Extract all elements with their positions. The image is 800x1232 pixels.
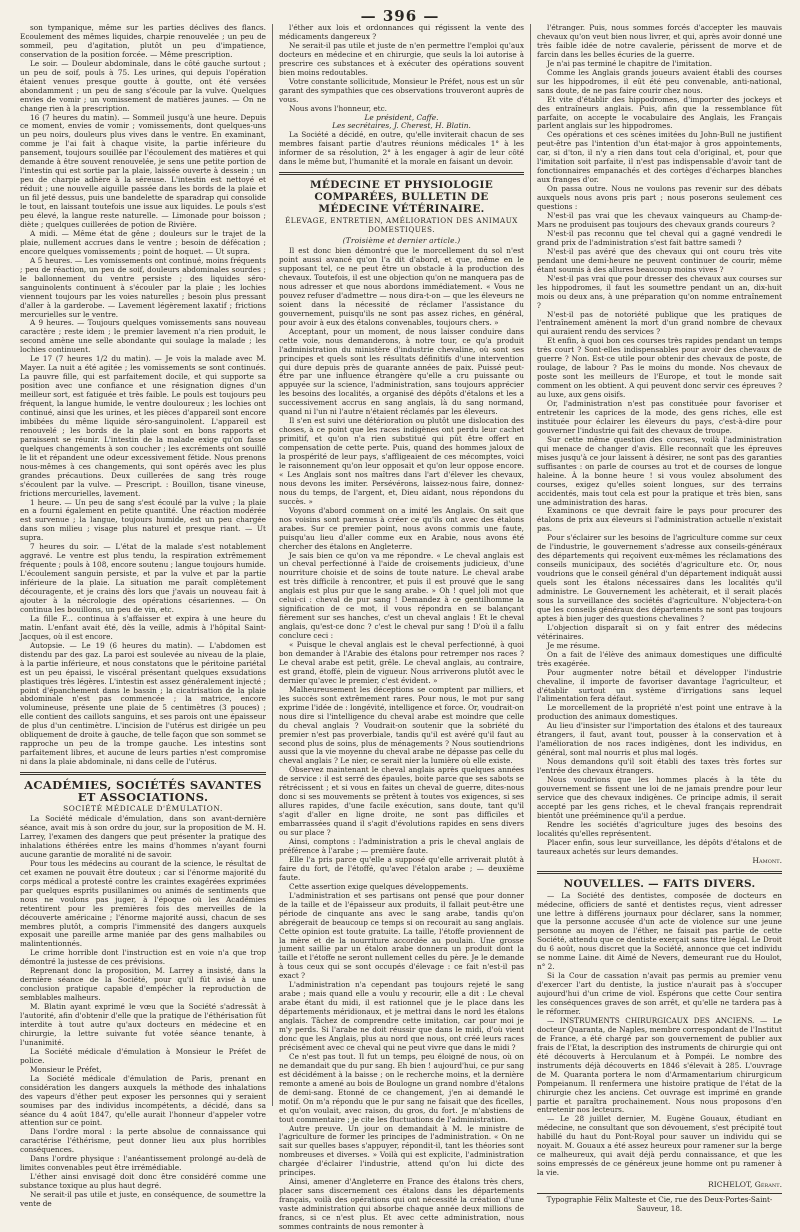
- paragraph: Dans l'ordre physique : l'anéantissement prolongé au-delà de limites convenables peut être irrémédiable.: [20, 1154, 266, 1173]
- paragraph: N'est-il pas vrai que pour dresser des chevaux aux courses sur les hippodromes, il faut les soumettre pendant un an, dix-huit mois ou deux ans, à une préparation qu'on nomme entraînement ?: [537, 273, 782, 310]
- page-number: — 396 —: [360, 7, 440, 25]
- paragraph: La fille F... continua à s'affaisser et expira à une heure du matin. L'enfant avait été, dès la veille, admis à l'hôpital Saint-Jacques, où il est encore.: [20, 613, 266, 641]
- paragraph: M. Blatin ayant exprimé le vœu que la Société s'adressât à l'autorité, afin d'obtenir d'elle que la pratique de l'éthérisation fût interdite à tout autre qu'aux docteurs en médecine et en chirurgie, la lettre suivante fut votée séance tenante, à l'unanimité.: [20, 1002, 266, 1047]
- printer-line: Typographie Félix Malteste et Cie, rue des Deux-Portes-Saint-Sauveur, 18.: [537, 1193, 782, 1214]
- paragraph: Ces opérations et ces scènes imitées du John-Bull ne justifient peut-être pas l'intention d'un état-major à gros appointements, car, si d'ton, il n'y a rien dans tout cela d'original, et, pour que l'imitation soit parfaite, il n'est pas indispensable d'avoir tant de fonctionnaires empanachés et des cortèges d'écharpes blanches aux franges d'or.: [537, 130, 782, 185]
- news-body: [537, 892, 782, 1179]
- paragraph: Cette assertion exige quelques développements.: [289, 881, 469, 891]
- signature-secretaries: Les secrétaires, J. Cherest, H. Blatin.: [332, 121, 471, 131]
- paragraph: Et enfin, à quoi bon ces courses très rapides pendant un temps très court ? Sont-elles indispensables pour avoir des chevaux de guerre ? Non. Est-ce utile pour obtenir des chevaux de poste, de roulage, de labour ? Pas le moins du monde. Nos chevaux de poste sont les meilleurs de l'Europe, et tout le monde sait comment on les obtient. A qui peuvent donc servir ces épreuves ? au luxe, aux gens oisifs.: [537, 336, 782, 400]
- paragraph: Ainsi, amener d'Angleterre en France des étalons très chers, placer sans discernement ces étalons dans les départements français, voilà des opérations qui ont nécessité la création d'une vaste administration qui absorbe chaque année deux millions de francs, si ce n'est plus. Et avec cette administration, nous sommes contraints de nous remonter à: [279, 1177, 524, 1231]
- paragraph: On a fait de l'élève des animaux domestiques une difficulté très exagérée.: [537, 649, 782, 668]
- paragraph: Nous voudrions que les hommes placés à la tête du gouvernement se fissent une loi de ne jamais prendre pour leur service que des chevaux indigènes. Ce principe admis, il serait accepté par les gens riches, et le cheval français reprendrait bientôt une prééminence qu'il a perdue.: [537, 775, 782, 820]
- paragraph: Placer enfin, sous leur surveillance, les dépôts d'étalons et de taureaux achetés sur leurs demandes.: [537, 837, 782, 856]
- newspaper-columns: [14, 23, 788, 1231]
- paragraph: N'est-il pas vrai que les chevaux vainqueurs au Champ-de-Mars ne produisent pas toujours des chevaux grands coureurs ?: [537, 211, 782, 229]
- paragraph: Je sais bien ce qu'on va me répondre. « Le cheval anglais est un cheval perfectionné à l'aide de croisements judicieux, d'une nourriture choisie et de soins de toute nature. Le cheval arabe est très difficile à rencontrer, et puis il est prouvé que le sang anglais est plus pur que le sang arabe. » Oh ! quel joli mot que celui-ci : cheval de pur sang ! Demandez à ce gentilhomme la signification de ce mot, il vous répondra en se balançant fièrement sur ses hanches, c'est un cheval anglais ! Et le cheval anglais, qu'est-ce donc ? c'est le cheval pur sang ! D'où il a fallu conclure ceci :: [279, 550, 524, 641]
- paragraph: Il s'en est suivi une détérioration ou plutôt une dislocation des choses, à ce point que les races indigènes ont perdu leur cachet primitif, et qu'on n'a rien substitué qui pût être offert en compensation de cette perte. Puis, quand des hommes jaloux de la prospérité de leur pays, s'affligeaient de ces mécomptes, voici le raisonnement qu'on leur opposait et qu'on leur oppose encore. « Les Anglais sont nos maîtres dans l'art d'élever les chevaux, nous devons les imiter. Persévérons, laissez-nous faire, donnez-nous du temps, de l'argent, et, Dieu aidant, nous répondons du succès. »: [279, 416, 524, 506]
- paragraph: 16 (7 heures du matin). — Sommeil jusqu'à une heure. Depuis ce moment, envies de vomir ; vomissements, dont quelques-uns un peu noirs, douleurs plus vives dans le ventre. En examinant, comme je l'ai fait à chaque visite, la partie inférieure du pansement, toujours souillée par l'écoulement des matières et qui demande à être souvent renouvelée, je sens une petite portion de l'intestin qui est sortie par la plaie, laissée ouverte à dessein ; un peu de charpie adhère à la séreuse. L'intestin est nettoyé et réduit ; une nouvelle aiguille passée dans les bords de la plaie et un fil jeté dessus, puis une bandelette de sparadrap qui consolide le tout, en laissant toutefois une issue aux liquides. Le pouls s'est peu élevé, la langue reste naturelle. — Limonade pour boisson ; diète ; quelques cuillerées de potion de Rivière.: [20, 112, 266, 229]
- column-1: [14, 23, 272, 1209]
- paragraph: N'est-il pas avéré que des chevaux qui ont couru très vite pendant une demi-heure ne peuvent continuer de courir, même étant soumis à des allures beaucoup moins vives ?: [537, 246, 782, 274]
- signature-president: Le président, Caffe.: [364, 112, 439, 122]
- paragraph: Votre constante sollicitude, Monsieur le Préfet, nous est un sûr garant des sympathies que ces observations trouveront auprès de vous.: [279, 76, 524, 104]
- column-1-body: [20, 24, 266, 767]
- paragraph: N'est-il pas reconnu que tel cheval qui a gagné vendredi le grand prix de l'administration s'est fait battre samedi ?: [537, 228, 782, 247]
- paragraph: Reprenant donc la proposition, M. Larrey a insisté, dans la dernière séance de la Société, pour qu'il fût avisé à une conclusion pratique capable d'empêcher la reproduction de semblables malheurs.: [20, 966, 266, 1003]
- paragraph: Examinons ce que devrait faire le pays pour procurer des étalons de prix aux éleveurs si l'administration actuelle n'existait pas.: [537, 506, 782, 534]
- paragraph: Voyons d'abord comment on a imité les Anglais. On sait que nos voisins sont parvenus à créer ce qu'ils ont avec des étalons arabes. Sur ce premier point, nous avons commis une faute, puisqu'au lieu d'aller comme eux en Arabie, nous avons été chercher des étalons en Angleterre.: [279, 505, 524, 551]
- section-title-veterinary: MÉDECINE ET PHYSIOLOGIE COMPARÉES, BULLETIN DE MÉDECINE VÉTÉRINAIRE.: [279, 172, 524, 215]
- column-3: [530, 23, 788, 1213]
- paragraph: N'est-il pas de notoriété publique que les pratiques de l'entraînement amènent la mort d'un grand nombre de chevaux qui auraient rendu des services ?: [537, 309, 782, 337]
- column-2: [272, 23, 530, 1231]
- paragraph: Pour s'éclairer sur les besoins de l'agriculture comme sur ceux de l'industrie, le gouvernement s'adresse aux conseils-généraux des départements qui reçoivent eux-mêmes les réclamations des conseils municipaux, des sociétés d'agriculture etc. Or, nous voudrions que le conseil général d'un département indiquât aussi quels sont les étalons nécessaires dans les localités qu'il administre. Le Gouvernement les achèterait, et il serait placés sous la surveillance des sociétés d'agriculture. N'objectera-t-on que les conseils généraux des départements ne sont pas toujours aptes à bien juger des questions chevalines ?: [537, 533, 782, 623]
- paragraph: Le soir. — Douleur abdominale, dans le côté gauche surtout ; un peu de soif, pouls à 75. Les urines, qui depuis l'opération étaient venues presque goutte à goutte, ont été versées abondamment ; un peu de sang s'écoule par la vulve. Quelques envies de vomir ; un vomissement de matières jaunes. — On ne change rien à la prescription.: [20, 58, 266, 113]
- paragraph: 1 heure. — Un peu de sang s'est écoulé par la vulve ; la plaie en a fourni également en petite quantité. Une réaction modérée est survenue ; la langue, toujours humide, est un peu chargée dans son milieu ; visage plus naturel et presque riant. — Ut supra.: [20, 497, 266, 543]
- paragraph: Le 17 (7 heures 1/2 du matin). — Je vois la malade avec M. Mayer. La nuit a été agitée ; les vomissements se sont continués. La pauvre fille, qui est parfaitement docile, et qui supporte sa position avec une confiance et une résignation dignes d'un meilleur sort, est fatiguée et très faible. Le pouls est toujours peu fréquent, la langue humide, le ventre douloureux ; les lochies ont continué, ainsi que les urines, et les pièces d'appareil sont encore imbibées du même liquide séro-sanguinolent. L'appareil est renouvelé ; les bords de la plaie sont en bons rapports et paraissent se réunir. L'intestin de la malade exige qu'on fasse quelques changements à son coucher ; les excréments ont souillé le lit et répandent une odeur excessivement fétide. Nous prenons nous-mêmes à ces changements, qui sont opérés avec les plus grandes précautions. Deux cuillerées de sang très rouge s'écoulent par la vulve. — Prescript. : Bouillon, tisane vineuse, frictions mercurielles, lavement.: [20, 354, 266, 498]
- column-3-body: [537, 24, 782, 857]
- paragraph: A 5 heures. — Les vomissements ont continué, moins fréquents ; peu de réaction, un peu de soif, douleurs abdominales sourdes ; le ballonnement du ventre persiste ; des liquides séro-sanguinolents continuent à s'écouler par la plaie ; les lochies viennent toujours par les voies naturelles ; besoin plus pressant d'aller à la garderobe. — Lavement légèrement laxatif ; frictions mercurielles sur le ventre.: [20, 255, 266, 319]
- gerant-signature: RICHELOT, Gérant.: [708, 1180, 782, 1190]
- paragraph: Ainsi, comptons : l'administration a pris le cheval anglais de préférence à l'arabe ; — première faute.: [279, 837, 524, 855]
- paragraph: son tympanique, même sur les parties déclives des flancs. Ecoulement des mêmes liquides, charpie renouvelée ; un peu de sommeil, peu d'agitation, plutôt un peu d'impatience, conservation de la position forcée. — Même prescription.: [20, 23, 266, 59]
- paragraph: On passa outre. Nous ne voulons pas revenir sur des débats auxquels nous avons pris part ; nous poserons seulement ces questions :: [537, 184, 782, 212]
- article-subtitle-note: (Troisième et dernier article.): [342, 236, 461, 246]
- paragraph: L'éther ainsi envisagé doit donc être considéré comme une substance toxique au plus haut degré.: [20, 1172, 266, 1191]
- paragraph: « Puisque le cheval anglais est le cheval perfectionné, à quoi bon demander à l'Arabie des étalons pour retremper nos races ? Le cheval arabe est petit, grêle. Le cheval anglais, au contraire, est grand, étoffé, plein de vigueur. Nous arriverons plutôt avec le dernier qu'avec le premier, c'est évident. »: [279, 640, 524, 685]
- paragraph: Il est donc bien démontré que le morcellement du sol n'est point aussi avancé qu'on l'a dit d'abord, et que, même en le supposant tel, ce ne peut être un obstacle à la production des chevaux. Toutefois, il est une objection qu'on ne manquera pas de nous adresser et que nous abordons immédiatement. « Vous ne pouvez refuser d'admettre — nous dira-t-on — que les éleveurs ne soient dans la nécessité de réclamer l'assistance du gouvernement, puisqu'ils ne sont pas assez riches, en général, pour avoir à eux des étalons convenables, toujours chers. »: [279, 246, 524, 327]
- column-2-body: [279, 247, 524, 1232]
- paragraph: L'objection disparaît si on y fait entrer des médecins vétérinaires.: [537, 622, 782, 641]
- news-item: Si la Cour de cassation n'avait pas permis au premier venu d'exercer l'art du dentiste, la justice n'aurait pas à s'occuper aujourd'hui d'un crime de viol. Espérons que cette Cour sentira les conséquences graves de son arrêt, et qu'elle ne tardera pas à le réformer.: [537, 971, 782, 1016]
- news-item: — Le 28 juillet dernier, M. Eugène Gouaux, étudiant en médecine, ne consultant que son dévouement, s'est précipité tout habillé du haut du Pont-Royal pour sauver un individu qui se noyait. M. Gouaux a été assez heureux pour ramener sur la berge ce malheureux, qui avait déjà perdu connaissance, et que les soins empressés de ce généreux jeune homme ont pu ramener à la vie.: [537, 1114, 782, 1178]
- paragraph: Le crime horrible dont l'instruction est en voie n'a que trop démontré la justesse de ces prévisions.: [20, 948, 266, 967]
- paragraph: Monsieur le Préfet,: [30, 1064, 102, 1074]
- paragraph: Ne serait-il pas utile et juste, en conséquence, de soumettre la vente de: [20, 1190, 266, 1209]
- signature-hamont: Hamont.: [752, 855, 782, 865]
- article-subtitle: ÉLEVAGE, ENTRETIEN, AMÉLIORATION DES ANIMAUX DOMESTIQUES.: [285, 216, 518, 235]
- paragraph: Au lieu d'insister sur l'importation des étalons et des taureaux étrangers, il faut, avant tout, pousser à la conservation et à l'amélioration de nos races indigènes, dont les individus, en général, sont mal nourris et plus mal logés.: [537, 721, 782, 758]
- paragraph: Autopsie. — Le 19 (6 heures du matin). — L'abdomen est distendu par des gaz. La paroi est soulevée au niveau de la plaie, à la partie inférieure, et nous constatons que le péritoine pariétal est un peu épaissi, le viscéral présentant quelques exsudations plastiques très légères. L'intestin est assez généralement injecté ; point d'épanchement dans le bassin ; la cicatrisation de la plaie abdominale n'est pas commencée ; la matrice, encore volumineuse, présente une plaie de 5 centimètres (3 pouces) ; elle contient des caillots sanguins, et ses parois ont une épaisseur de plus d'un centimètre. L'incision de l'utérus est dirigée un peu obliquement de droite à gauche, de telle façon que son sommet se rapproche un peu de la trompe gauche. Les intestins sont parfaitement libres, et aucune de leurs parties n'est compromise ni dans la plaie abdominale, ni dans celle de l'utérus.: [20, 640, 266, 767]
- section-title-news: NOUVELLES. — FAITS DIVERS.: [537, 871, 782, 890]
- paragraph: Pour augmenter notre bétail et développer l'industrie chevaline, il importe de favoriser davantage l'agriculteur, et d'établir surtout un système d'irrigations sans lequel l'alimentation fera défaut.: [537, 667, 782, 704]
- paragraph: Le morcellement de la propriété n'est point une entrave à la production des animaux domestiques.: [537, 703, 782, 722]
- paragraph: Nous avons l'honneur, etc.: [289, 103, 388, 113]
- news-item: — La Société des dentistes, composée de docteurs en médecine, officiers de santé et dentistes reçus, vient adresser une lettre à différens journaux pour déclarer, sans la nommer, que la personne accusée d'un acte de violence sur une jeune personne au moyen de l'éther, ne faisait pas partie de cette Société, attendu que ce dentiste exerçait sans titre légal. Le Droit du 6 août, nous discret que la Société, annonce que cet individu se nomme Laine. dit Aimé de Nevers, demeurant rue du Houlot, n° 2.: [537, 890, 782, 972]
- paragraph: Rendre les sociétés d'agriculture juges des besoins des localités qu'elles représentent.: [537, 819, 782, 838]
- paragraph: Acceptant, pour un moment, de nous laisser conduire dans cette voie, nous demanderons, à notre tour, ce qu'a produit l'administration du ministère d'industrie chevaline, où sont ses principes et quels sont les résultats définitifs d'une intervention qui dure depuis près de quarante années de paix. Puissé peut-être par une influence étrangère qu'elle a cru puissante ou appuyée sur la science, l'administration, sans toujours apprécier les besoins des localités, a organisé des dépôts d'étalons et les a successivement accrus en sang anglais, là du sang normand, quand ni l'un ni l'autre n'étaient réclamés par les éleveurs.: [279, 326, 524, 417]
- paragraph: Je n'ai pas terminé le chapitre de l'imitation.: [547, 58, 713, 68]
- paragraph: 7 heures du soir. — L'état de la malade s'est notablement aggravé. Le ventre est plus tendu, la respiration extrêmement fréquente ; pouls à 108, encore soutenu ; langue toujours humide. L'écoulement sanguin persiste, et par la vulve et par la partie inférieure de la plaie. La situation me paraît complètement découragente, et je crains dès lors que j'avais un nouveau fait à ajouter à la nécrologie des opérations césariennes. — On continua les bouillons, un peu de vin, etc.: [20, 542, 266, 614]
- paragraph: l'étranger. Puis, nous sommes forcés d'accepter les mauvais chevaux qu'on veut bien nous livrer, et qui, après avoir donné une très faible idée de notre cavalerie, périssent de morve et de farcin dans les belles écuries de la guerre.: [537, 23, 782, 59]
- paragraph: La Société médicale d'émulation à Monsieur le Préfet de police.: [20, 1046, 266, 1065]
- paragraph: Autre preuve. Un jour on demandait à M. le ministre de l'agriculture de former les principes de l'administration. « On ne sait sur quelles bases s'appuyer, répondit-il, tant les théories sont nombreuses et diverses. » Voilà qui est explicite, l'administration chargée d'éclairer l'industrie, attend qu'on lui dicte des principes.: [279, 1123, 524, 1178]
- paragraph: Elle l'a pris parce qu'elle a supposé qu'elle arriverait plutôt à faire du fort, de l'étoffé, qu'avec l'étalon arabe ; — deuxième faute.: [279, 854, 524, 882]
- paragraph: Comme les Anglais grands joueurs avaient établi des courses sur les hippodromes, il eût été peu convenable, anti-national, sans doute, de ne pas faire courir chez nous.: [537, 67, 782, 95]
- paragraph: La Société médicale d'émulation de Paris, prenant en considération les dangers auxquels la méthode des inhalations des vapeurs d'éther peut exposer les personnes qui y seraient soumises par des individus incompétents, a décidé, dans sa séance du 4 août 1847, qu'elle aurait l'honneur d'appeler votre attention sur ce point.: [20, 1073, 266, 1128]
- society-title: SOCIÉTÉ MÉDICALE D'ÉMULATION.: [63, 804, 223, 814]
- paragraph: Dans l'ordre moral : la perte absolue de connaissance qui caractérise l'éthérisme, peut donner lieu aux plus horribles conséquences.: [20, 1127, 266, 1155]
- news-item: — INSTRUMENTS CHIRURGICAUX DES ANCIENS. — Le docteur Quaranta, de Naples, membre correspondant de l'Institut de France, a été chargé par son gouvernement de publier aux frais de l'Etat, la description des instruments de chirurgie qui ont été découverts à Herculanum et à Pompéi. Le nombre des instruments déjà découverts en 1846 s'élevait à 285. L'ouvrage de M. Quaranta portera le nom d'Armamentarium chirurgicum Pompeianum. Il renfermera une histoire pratique de l'état de la chirurgie chez les anciens. Cet ouvrage est imprimé en grande partie et paraîtra prochainement. Nous nous proposons d'en entretenir nos lecteurs.: [537, 1015, 782, 1115]
- paragraph: A midi. — Même état de gêne ; douleurs sur le trajet de la plaie, nullement accrues dans le ventre ; besoin de défécation ; encore quelques vomissements ; point de hoquet. — Ut supra.: [20, 228, 266, 256]
- paragraph: Sur cette même question des courses, voilà l'administration qui menace de changer d'avis. Elle reconnaît que les épreuves mises jusqu'à ce jour laissent à désirer, ne sont pas des garanties suffisantes : on parle de courses au trot et de courses de longue haleine. À la bonne heure ! si vous voulez absolument des courses, exigez qu'elles soient longues, sur des terrains accidentés, mais tout cela est pour la pratique et très bien, sans une administration des haras.: [537, 434, 782, 507]
- paragraph: l'éther aux lois et ordonnances qui régissent la vente des médicaments dangereux ?: [279, 23, 524, 41]
- paragraph: Nous demandons qu'il soit établi des taxes très fortes sur l'entrée des chevaux étrangers.: [537, 757, 782, 776]
- paragraph: Observez maintenant le cheval anglais après quelques années de service : il est serré des épaules, boite parce que ses sabots se rétrécissent ; et si vous en faites un cheval de guerre, dites-nous donc si ses mouvements se prêtent à toutes vos exigences, si ses allures rapides, d'une facile exécution, sans doute, tant qu'il s'agit d'aller en ligne droite, ne sont pas difficiles et embarrassées quand il s'agit d'évolutions rapides en sens divers ou sur place ?: [279, 765, 524, 838]
- closing-paragraph: La Société a décidé, en outre, qu'elle inviterait chacun de ses membres faisant partie d'autres réunions médicales 1° à les informer de sa résolution, 2° à les engager à agir de leur côté dans le même but, l'humanité et la morale en faisant un devoir.: [279, 130, 524, 167]
- paragraph: L'administration n'a cependant pas toujours rejeté le sang arabe ; mais quand elle a voulu y recourir, elle a dit : Le cheval arabe étant du midi, il est rationnel que je le place dans les départements méridionaux, et je mettrai dans le nord les étalons anglais. Tâchez de comprendre cette imitation, car pour moi je m'y perds. Si l'arabe ne doit réussir que dans le midi, d'où vient donc que les Anglais, plus au nord que nous, ont créé leurs races précisément avec ce cheval qui ne peut vivre que dans le midi ?: [279, 980, 524, 1052]
- paragraph: Or, l'administration n'est pas constituée pour favoriser et entretenir les caprices de la mode, des gens riches, elle est instituée pour éclairer les éleveurs du pays, c'est-à-dire pour gouverner l'industrie qui fait des chevaux de troupe.: [537, 399, 782, 435]
- paragraph: L'administration et ses partisans ont pensé que pour donner de la taille et de l'épaisseur aux produits, il fallait peut-être une période de cinquante ans avec le sang arabe, tandis qu'on abrégerait de beaucoup ce temps si on recourait au sang anglais. Cette opinion est toute gratuite. La taille, l'étoffe proviennent de la mère et de la nourriture accordée au poulain. Une grosse jument saillie par un étalon arabe donnera un produit dont la taille et l'étoffe ne seront nullement celles du père. Je le demande à tous ceux qui se sont occupés d'élevage : ce fait n'est-il pas exact ?: [279, 890, 524, 981]
- paragraph: Ne serait-il pas utile et juste de n'en permettre l'emploi qu'aux docteurs en médecine et en chirurgie, que seuls la loi autorise à prescrire ces substances et à exécuter des opérations souvent bien moins redoutables.: [279, 40, 524, 77]
- paragraph: Et vite d'établir des hippodromes, d'importer des jockeys et des entraîneurs anglais. Puis, afin que la ressemblance fût parfaite, on accepte le vocabulaire des Anglais, les Français parlent anglais sur les hippodromes.: [537, 94, 782, 131]
- society-body: [20, 815, 266, 1209]
- section-title-academies: ACADÉMIES, SOCIÉTÉS SAVANTES ET ASSOCIATIONS.: [20, 772, 266, 803]
- paragraph: Pour tous les médecins au courant de la science, le résultat de cet examen ne pouvait être douteux ; car si l'énorme majorité du corps médical a protesté contre les craintes exagérées exprimées par quelques esprits pusillanimes ou animés de sentiments que nous ne voulons pas juger, à l'époque où les Académies retentirent pour les premières fois des merveilles de la découverte américaine ; l'énorme majorité aussi, chacun de ses membres plutôt, a compris l'immensité des dangers auxquels exposait une pareille arme maniée par des gens malhabiles ou malintentionnés.: [20, 858, 266, 949]
- paragraph: Malheureusement les déceptions se comptent par milliers, et les succès sont extrêmement rares. Pour nous, le mot pur sang exprime l'idée de : longévité, intelligence et force. Or, voudrait-on nous dire si l'intelligence du cheval arabe est moindre que celle du cheval anglais ? Voudrait-on soutenir que la sobriété du premier n'est pas proverbiale, tandis qu'il est avéré qu'il faut au second plus de soins, plus de ménagements ? Nous soutiendrions aussi que la vie moyenne du cheval arabe ne dépasse pas celle du cheval anglais ? Le nier, ce serait nier la lumière où elle existe.: [279, 684, 524, 766]
- paragraph: Je me résume.: [547, 640, 600, 650]
- paragraph: La Société médicale d'émulation, dans son avant-dernière séance, avait mis à son ordre du jour, sur la proposition de M. H. Larrey, l'examen des dangers que peut présenter la pratique des inhalations éthérées entre les mains d'hommes n'ayant fourni aucune garantie de moralité ni de savoir.: [20, 814, 266, 859]
- paragraph: A 9 heures. — Toujours quelques vomissements sans nouveau caractère ; reste idem ; le premier lavement n'a rien produit, le second amène une selle abondante qui soulage la malade ; les lochies continuent.: [20, 318, 266, 355]
- letter-body: [279, 24, 524, 114]
- paragraph: Ce n'est pas tout. Il fut un temps, peu éloigné de nous, où on ne demandait que du pur sang. Eh bien ! aujourd'hui, ce pur sang est décidément à la baisse ; on le recherche moins, et la dernière remonte a amené au bois de Boulogne un grand nombre d'étalons de demi-sang. Etonné de ce changement, j'en ai demandé le motif. On m'a répondu que le pur sang ne faisait que des ficelles, et qu'on voulait, avec raison, du gros, du fort. Je m'abstiens de tout commentaire ; je cite les fluctuations de l'administration.: [279, 1051, 524, 1124]
